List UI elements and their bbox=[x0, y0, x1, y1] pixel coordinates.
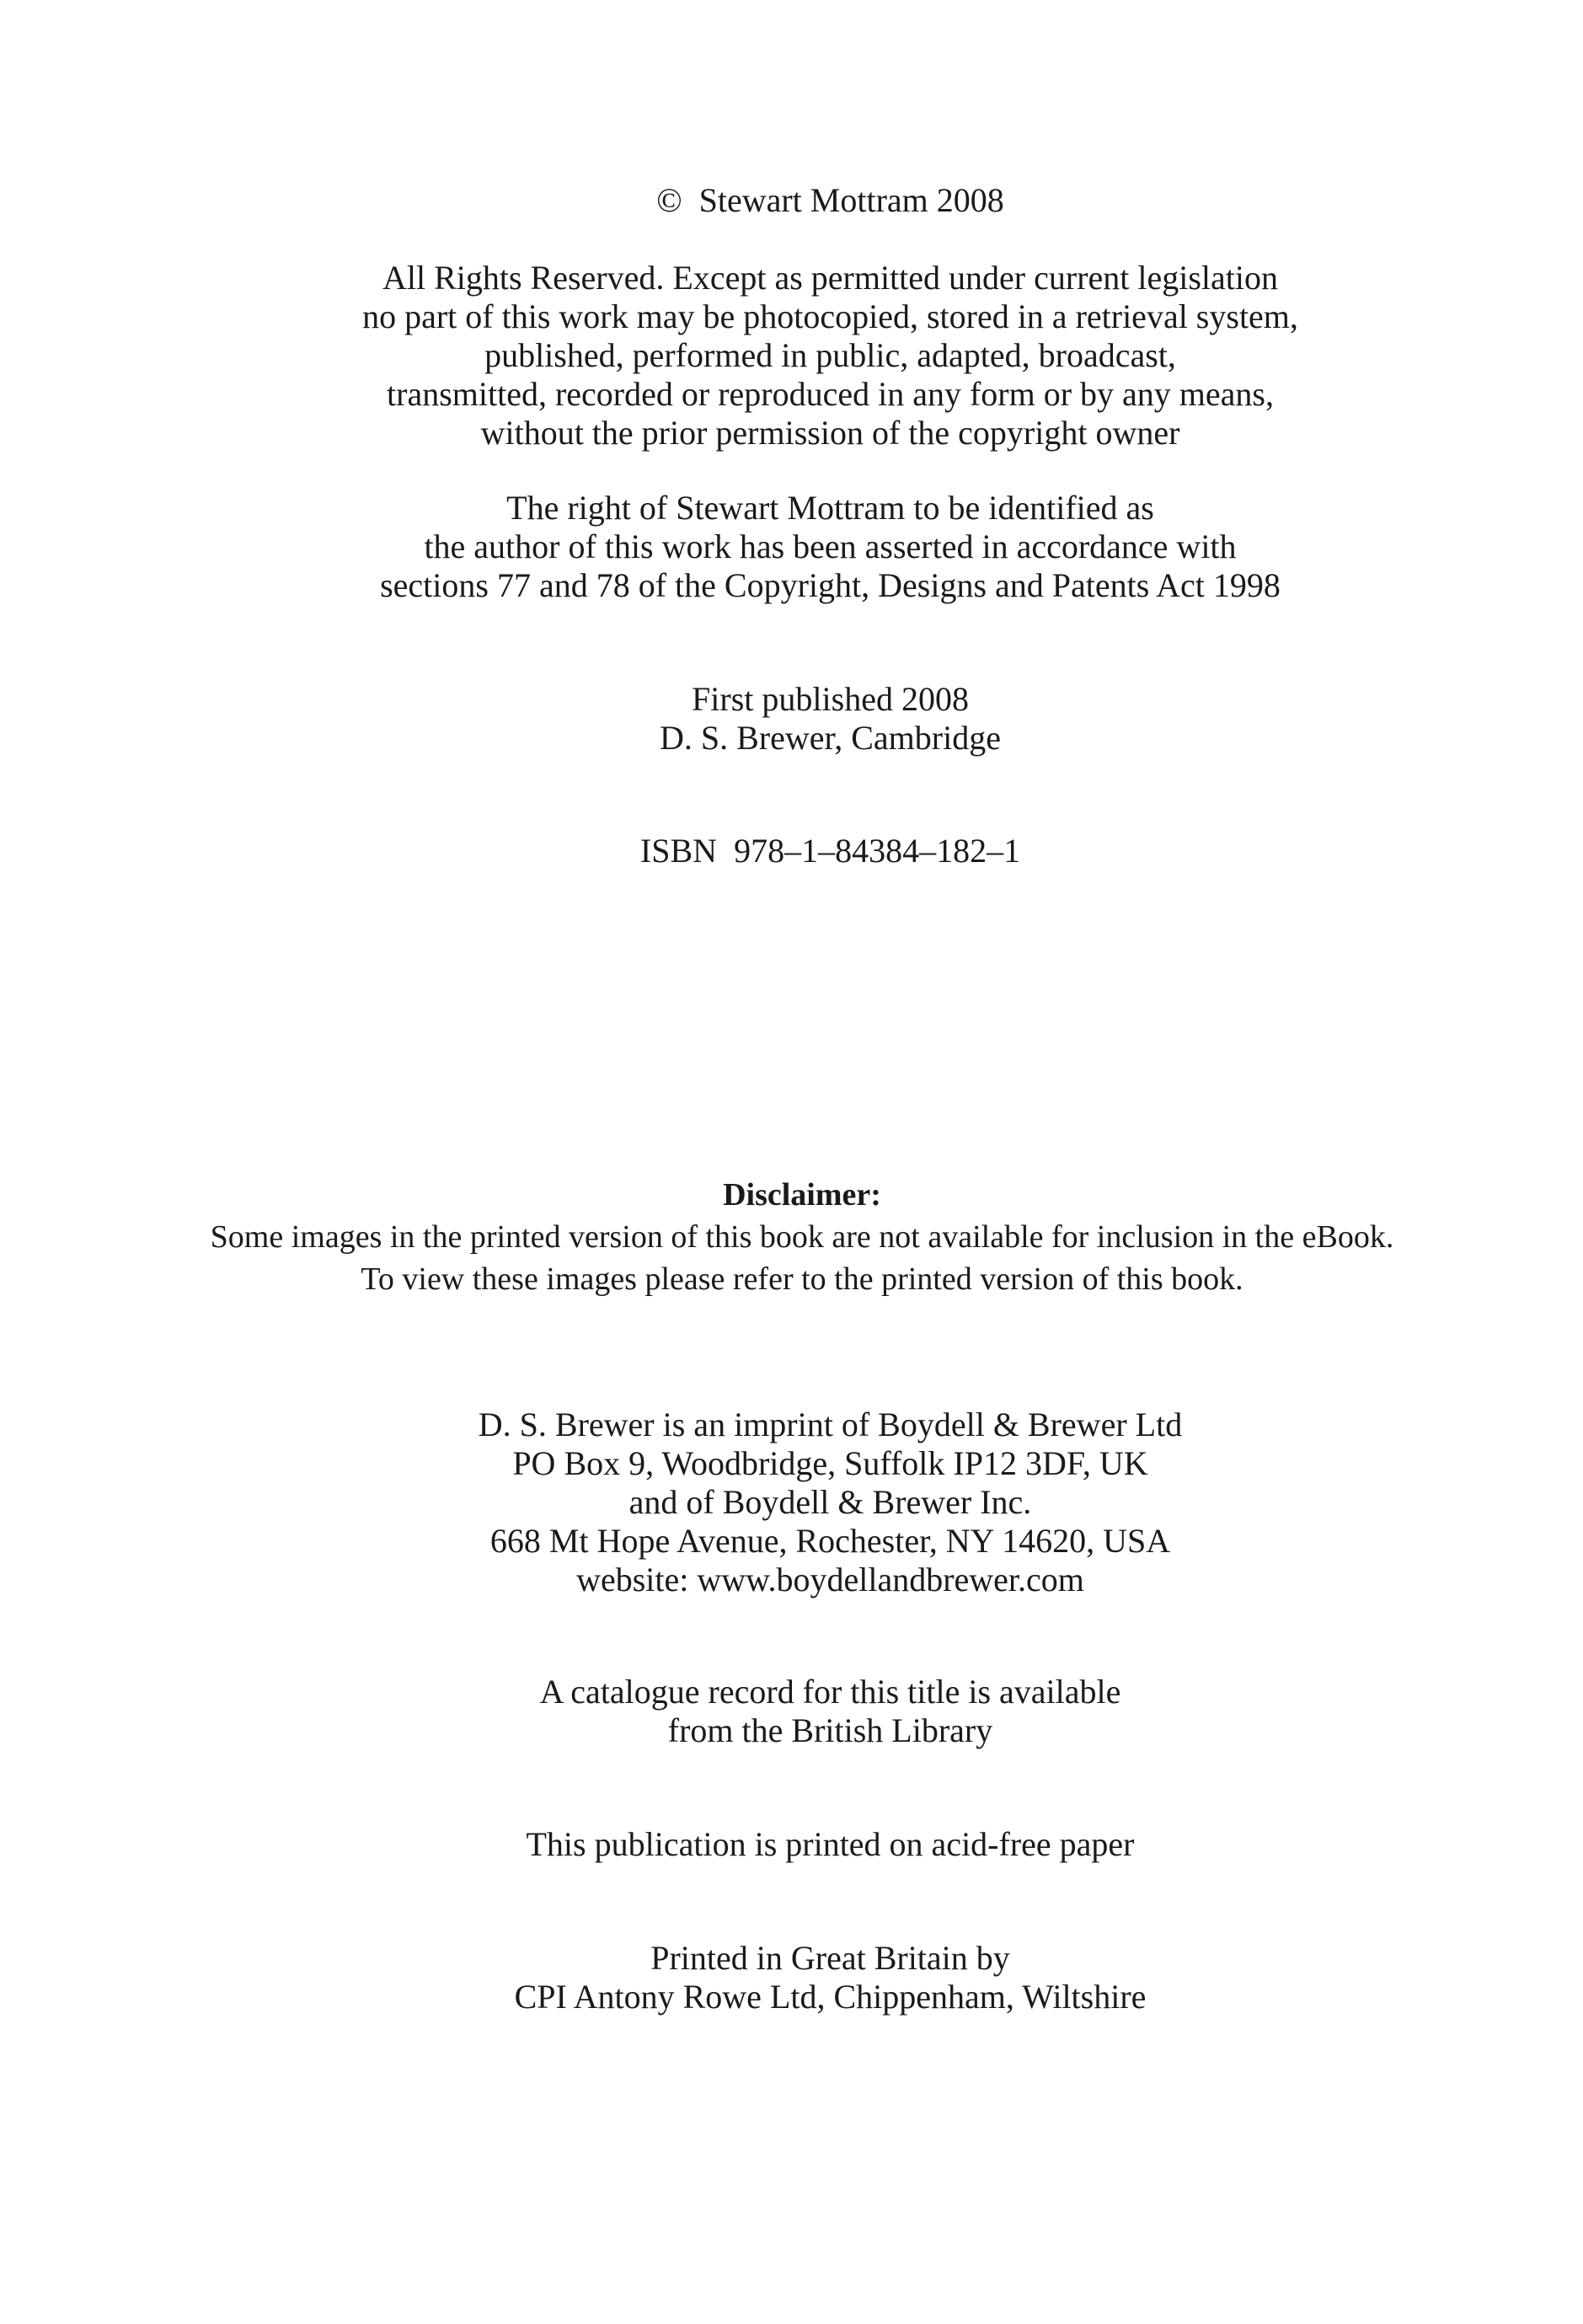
imprint-line: D. S. Brewer is an imprint of Boydell & Brewer Ltd bbox=[478, 1406, 1183, 1443]
disclaimer-block bbox=[0, 1174, 1583, 1300]
catalogue-record-statement bbox=[0, 1673, 1583, 1750]
copyright-notice bbox=[0, 181, 1583, 220]
copyright-symbol: © bbox=[656, 181, 682, 219]
acid-free-paper-statement bbox=[0, 1825, 1583, 1864]
rights-reserved-statement bbox=[0, 259, 1583, 452]
publication-info bbox=[0, 680, 1583, 758]
paper-line: This publication is printed on acid-free paper bbox=[526, 1825, 1135, 1863]
isbn-value: 978–1–84384–182–1 bbox=[734, 832, 1021, 870]
rights-line: without the prior permission of the copyright owner bbox=[480, 414, 1180, 452]
printer-line: Printed in Great Britain by bbox=[650, 1939, 1010, 1977]
first-published-line: First published 2008 bbox=[692, 680, 969, 718]
disclaimer-line: To view these images please refer to the printed version of this book. bbox=[361, 1261, 1243, 1297]
imprint-website: website: www.boydellandbrewer.com bbox=[576, 1561, 1084, 1598]
catalogue-line: from the British Library bbox=[667, 1711, 993, 1749]
printer-statement bbox=[0, 1939, 1583, 2016]
moral-rights-statement bbox=[0, 489, 1583, 605]
printer-line: CPI Antony Rowe Ltd, Chippenham, Wiltshire bbox=[514, 1978, 1147, 2016]
copyright-holder: Stewart Mottram 2008 bbox=[698, 181, 1004, 219]
isbn-label: ISBN bbox=[639, 832, 718, 870]
isbn-line bbox=[78, 832, 1583, 870]
rights-line: published, performed in public, adapted, broadcast, bbox=[484, 336, 1176, 374]
publisher-line: D. S. Brewer, Cambridge bbox=[660, 719, 1001, 757]
imprint-address-uk: PO Box 9, Woodbridge, Suffolk IP12 3DF, UK bbox=[512, 1444, 1148, 1482]
rights-line: no part of this work may be photocopied, stored in a retrieval system, bbox=[362, 297, 1298, 335]
moral-rights-line: The right of Stewart Mottram to be identified as bbox=[506, 489, 1154, 527]
moral-rights-line: the author of this work has been asserted in accordance with bbox=[424, 527, 1237, 565]
rights-line: transmitted, recorded or reproduced in any form or by any means, bbox=[387, 375, 1274, 413]
imprint-block bbox=[0, 1406, 1583, 1599]
imprint-address-usa: 668 Mt Hope Avenue, Rochester, NY 14620, USA bbox=[489, 1522, 1171, 1560]
moral-rights-line: sections 77 and 78 of the Copyright, Designs and Patents Act 1998 bbox=[380, 566, 1281, 604]
rights-line: All Rights Reserved. Except as permitted under current legislation bbox=[382, 259, 1279, 297]
catalogue-line: A catalogue record for this title is available bbox=[539, 1673, 1121, 1711]
disclaimer-line: Some images in the printed version of this book are not available for inclusion in the eBook. bbox=[210, 1219, 1394, 1255]
isbn-block bbox=[0, 832, 1583, 870]
copyright-line bbox=[78, 181, 1583, 220]
imprint-line: and of Boydell & Brewer Inc. bbox=[628, 1483, 1032, 1521]
disclaimer-heading: Disclaimer: bbox=[723, 1177, 881, 1213]
